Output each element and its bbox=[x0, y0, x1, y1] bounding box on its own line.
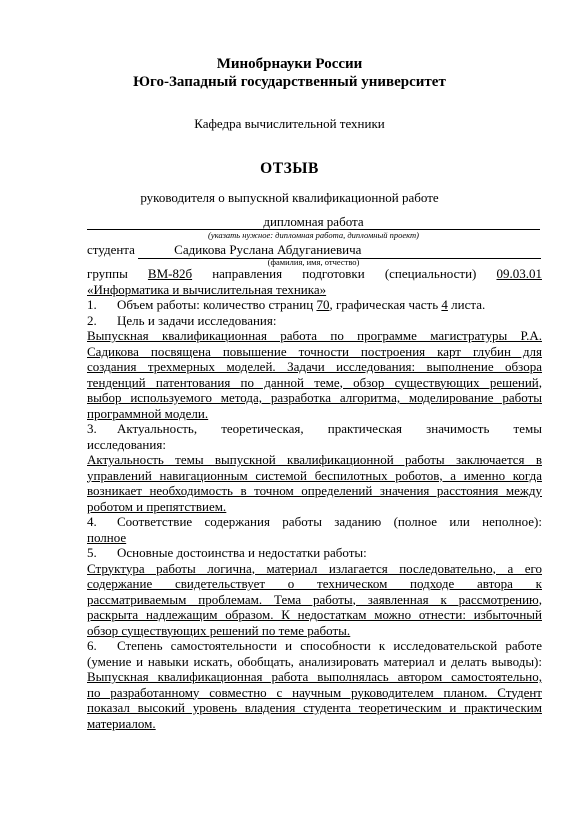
university-heading: Юго-Западный государственный университет bbox=[133, 74, 446, 90]
item-5 bbox=[87, 545, 542, 561]
student-hint: (фамилия, имя, отчество) bbox=[267, 257, 360, 267]
item-text: листа. bbox=[447, 297, 486, 312]
specialty-name: «Информатика и вычислительная техника» bbox=[87, 281, 327, 297]
document-title: ОТЗЫВ bbox=[260, 160, 319, 177]
item-text: Степень самостоятельности и способности к исследовательской работе bbox=[117, 638, 542, 653]
item-text: Объем работы: количество страниц bbox=[117, 297, 317, 312]
answer-line: создания трехмерных моделей. Задачи исследования: выполнение обзора bbox=[87, 359, 542, 374]
relevance-answer bbox=[87, 452, 542, 514]
item-2 bbox=[87, 313, 542, 329]
preparation-label: подготовки bbox=[302, 266, 365, 281]
group-label: группы bbox=[87, 266, 128, 281]
item-text: теоретическая, bbox=[221, 421, 304, 436]
work-type-field: дипломная работа bbox=[87, 214, 540, 230]
item-number: 2. bbox=[87, 312, 97, 328]
item-text: , графическая часть bbox=[329, 297, 442, 312]
item-text: Актуальность, bbox=[117, 421, 198, 436]
answer-line: Выпускная квалификационная работа по программе магистратуры Р.А. bbox=[87, 328, 542, 343]
item-6 bbox=[87, 638, 542, 654]
answer-line: раскрыта надлежащим образом. К недостаткам можно отнести: избыточный bbox=[87, 607, 542, 622]
item-text: значимость bbox=[426, 421, 490, 436]
student-name: Садикова Руслана Абдуганиевича bbox=[174, 242, 362, 257]
answer-line: Актуальность темы выпускной квалификационной работы заключается в bbox=[87, 452, 542, 467]
item-number: 1. bbox=[87, 297, 97, 312]
answer-line: управлений навигационным системой беспилотных роботов, а именно когда bbox=[87, 467, 542, 483]
answer-line: тенденций патентования по данной теме, обзор существующих решений, bbox=[87, 374, 542, 390]
answer-line: материалом. bbox=[87, 715, 156, 731]
answer-line: обзор существующих решений по теме работы. bbox=[87, 622, 351, 638]
item-number: 5. bbox=[87, 545, 97, 560]
answer-line: программной модели. bbox=[87, 405, 209, 421]
item-text: темы bbox=[513, 421, 542, 436]
independence-answer bbox=[87, 669, 542, 731]
answer-line: рассматриваемым проблемам. Тема работы, заявленная к рассмотрению, bbox=[87, 591, 542, 607]
specialty-label: (специальности) bbox=[384, 266, 477, 281]
work-type-hint: (указать нужное: дипломная работа, дипломный проект) bbox=[207, 230, 420, 240]
item-number: 3. bbox=[87, 421, 97, 436]
direction-label: направления bbox=[212, 266, 283, 281]
group-value: ВМ-82б bbox=[147, 266, 193, 281]
item-text: Основные достоинства и недостатки работы: bbox=[117, 545, 367, 560]
answer-line: роботом и препятствием. bbox=[87, 498, 227, 514]
department-heading: Кафедра вычислительной техники bbox=[194, 116, 385, 131]
answer-line: по разработанному совместно с научным руководителем планом. Студент bbox=[87, 684, 542, 700]
group-line bbox=[87, 266, 542, 282]
item-1 bbox=[87, 297, 542, 313]
item-number: 6. bbox=[87, 638, 97, 653]
answer-line: Садикова посвящена повышение точности построения карт глубин для bbox=[87, 343, 542, 359]
goals-answer bbox=[87, 328, 542, 421]
item-text: практическая bbox=[327, 421, 403, 436]
answer-line: выбор используемого метода, разработка алгоритма, моделирование работы bbox=[87, 390, 542, 405]
review-body bbox=[87, 266, 542, 731]
merits-answer bbox=[87, 561, 542, 639]
item-text: исследования: bbox=[87, 436, 166, 452]
answer-line: содержание свидетельствует о техническом подходе автора к bbox=[87, 576, 542, 591]
item-4 bbox=[87, 514, 542, 530]
item-3 bbox=[87, 421, 542, 437]
answer-line: показал высокий уровень владения студента теоретическим и практическим bbox=[87, 700, 542, 715]
page-count: 70 bbox=[316, 297, 330, 312]
answer-line: Структура работы логична, материал излагается последовательно, а его bbox=[87, 560, 542, 576]
graphic-count: 4 bbox=[441, 297, 448, 312]
item-number: 4. bbox=[87, 514, 97, 529]
document-subtitle: руководителя о выпускной квалификационной работе bbox=[140, 190, 439, 205]
compliance-answer: полное bbox=[87, 529, 127, 545]
answer-line: возникает необходимость в точном определений значения расстояния между bbox=[87, 483, 542, 498]
student-label: студента bbox=[87, 242, 135, 257]
answer-line: Выпускная квалификационная работа выполнялась автором самостоятельно, bbox=[87, 669, 542, 684]
item-text: Соответствие содержания работы заданию (полное или неполное): bbox=[117, 514, 542, 529]
item-text: Цель и задачи исследования: bbox=[117, 312, 277, 328]
ministry-heading: Минобрнауки России bbox=[216, 56, 363, 72]
item-text: (умение и навыки искать, обобщать, анализировать материал и делать выводы): bbox=[87, 653, 542, 669]
student-line bbox=[87, 242, 540, 258]
specialty-code: 09.03.01 bbox=[496, 266, 542, 281]
